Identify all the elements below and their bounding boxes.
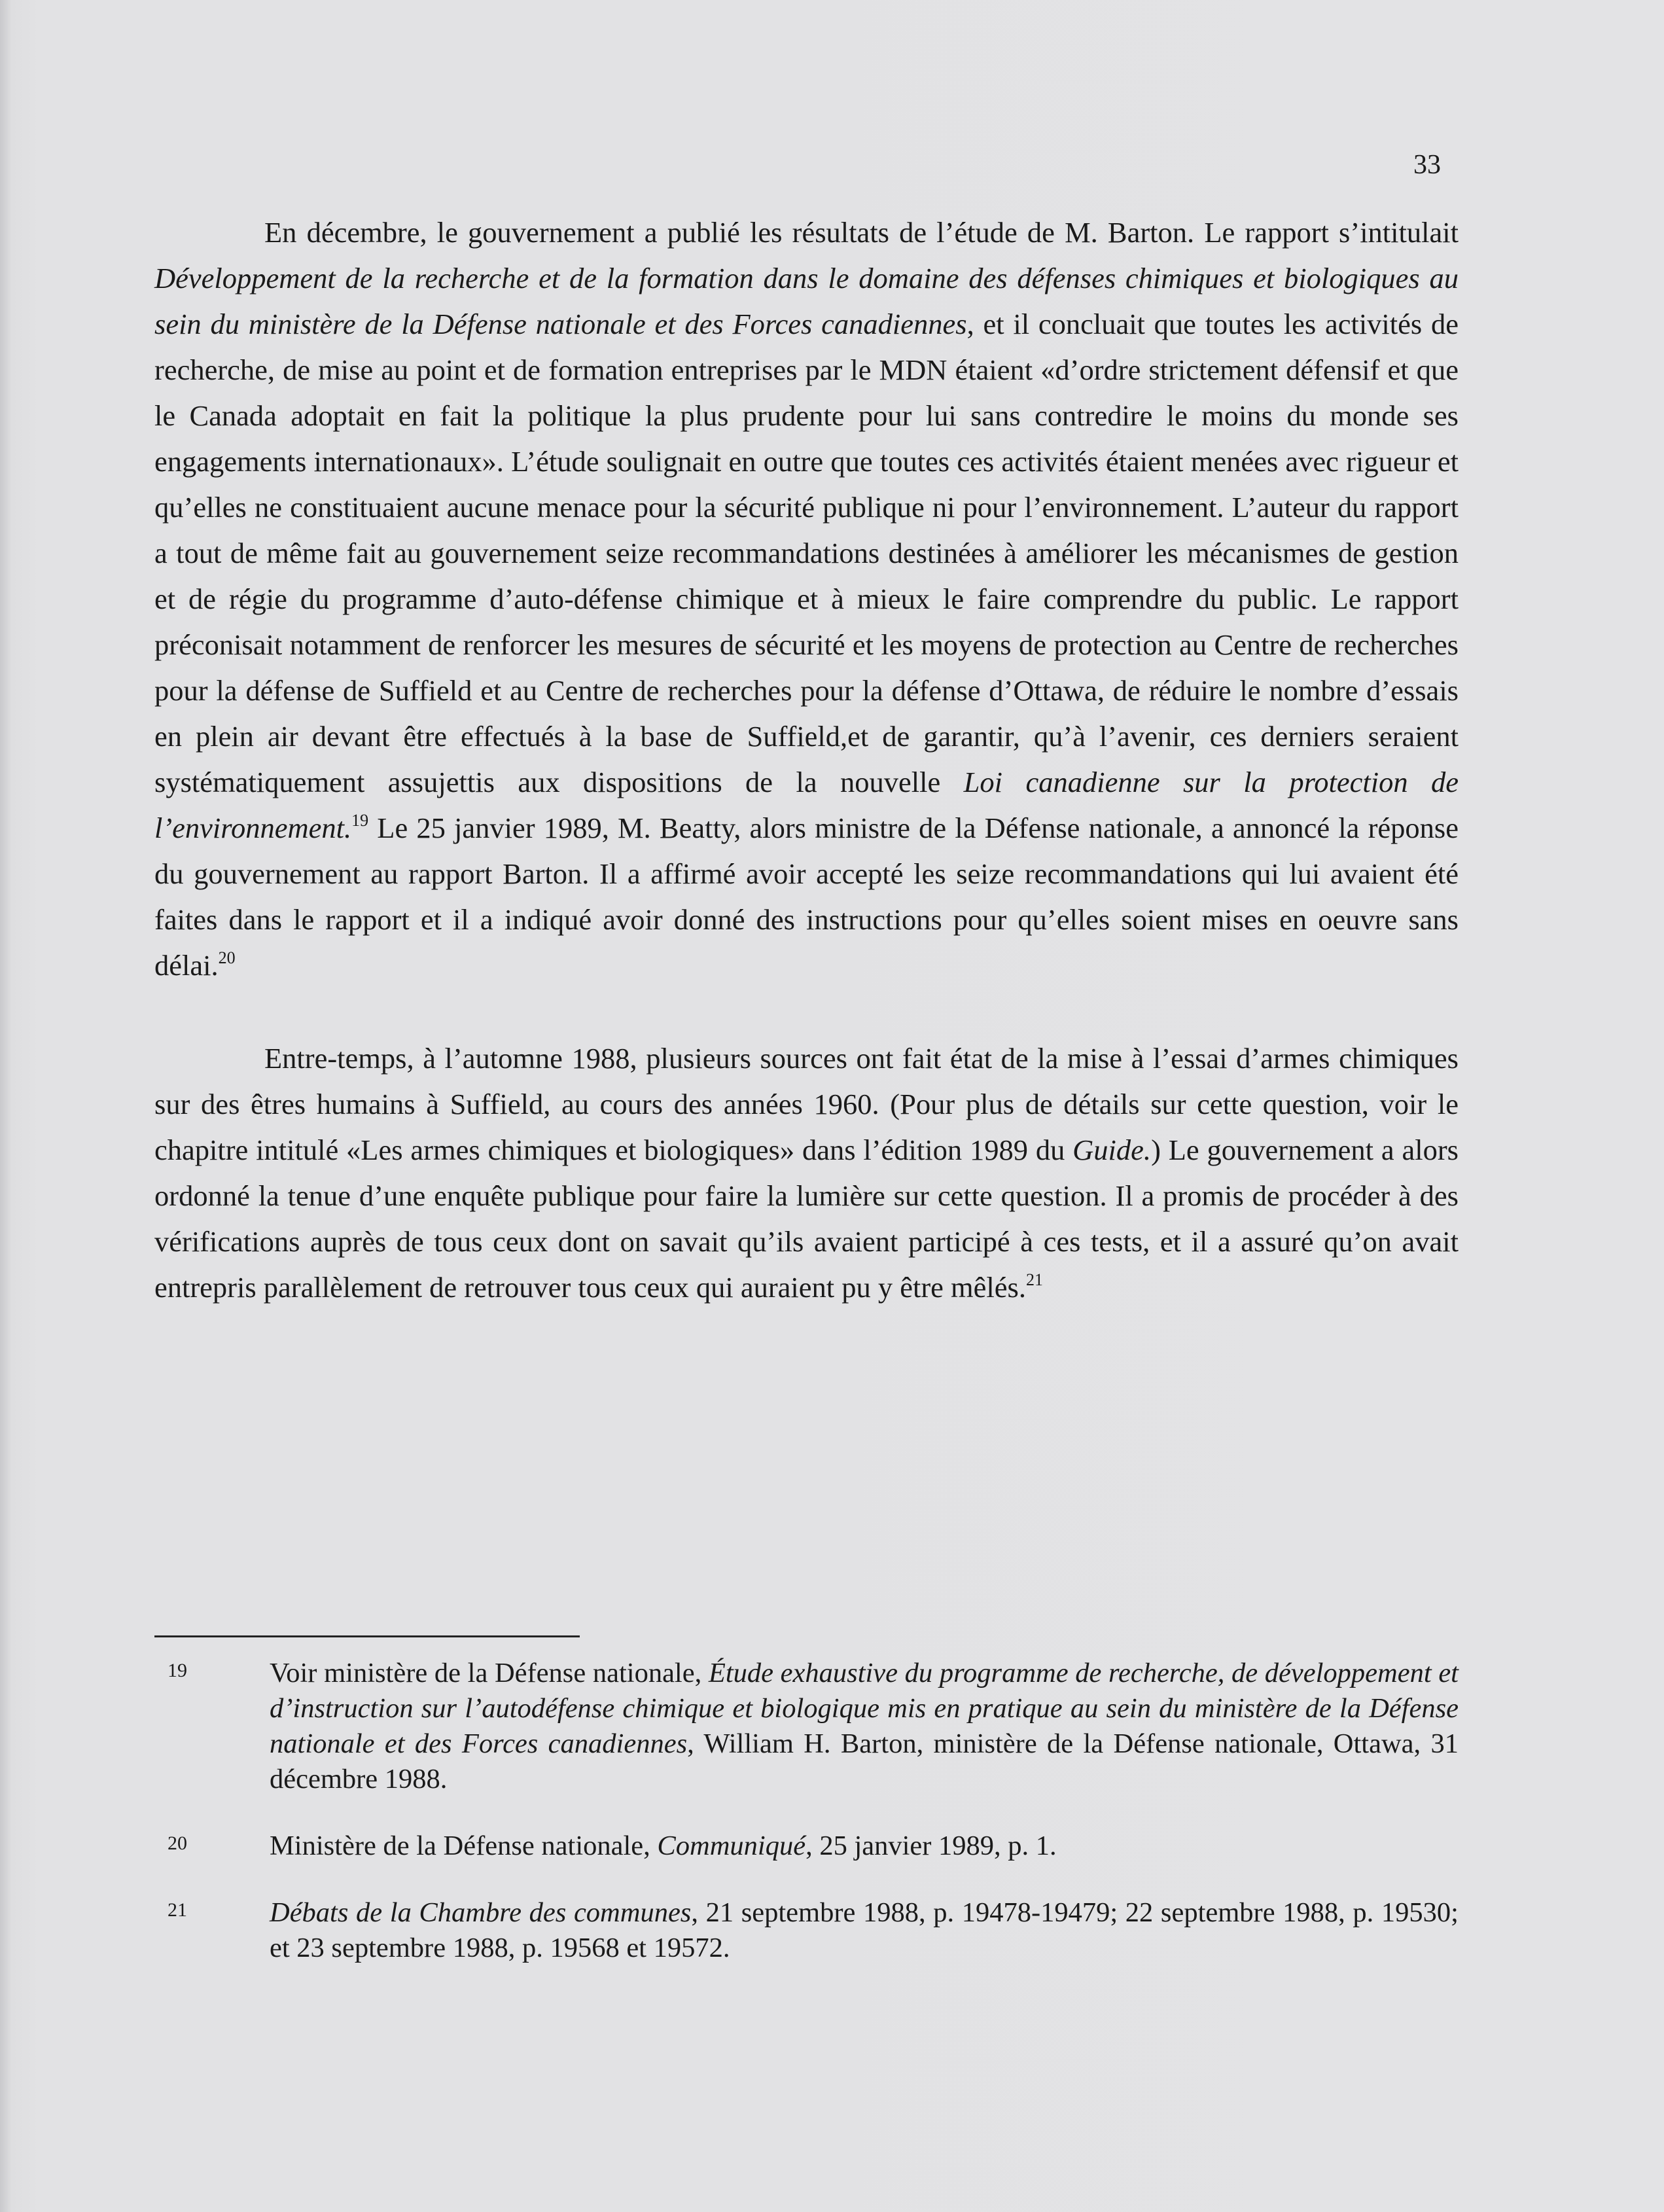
italic-title: Loi canadienne sur la protection de l’environnement. xyxy=(154,766,1459,844)
footnote xyxy=(154,1656,1459,1797)
footnote-ref: 21 xyxy=(1025,1270,1043,1289)
italic-title: Développement de la recherche et de la formation dans le domaine des défenses chimiques et biologiques au sein du ministère de la Défense nationale et des Forces canadiennes xyxy=(154,262,1459,340)
italic-title: Étude exhaustive du programme de recherche, de développement et d’instruction sur l’autodéfense chimique et biologique mis en pratique au sein du ministère de la Défense nationale et des Forces canadiennes xyxy=(270,1658,1459,1759)
footnote xyxy=(154,1895,1459,1966)
text-run: ) Le gouvernement a alors ordonné la tenue d’une enquête publique pour faire la lumière sur cette question. Il a promis de procéder à des vérifications auprès de tous ceux dont on savait qu’ils avaient participé à ces tests, et il a assuré qu’on avait entrepris parallèlement de retrouver tous ceux qui auraient pu y être mêlés. xyxy=(154,1133,1459,1304)
text-run: , 25 janvier 1989, p. 1. xyxy=(805,1830,1057,1861)
italic-title: Débats de la Chambre des communes xyxy=(270,1897,692,1928)
footnote-ref: 19 xyxy=(351,811,369,830)
text-run: Ministère de la Défense nationale, xyxy=(270,1830,658,1861)
footnote-number: 21 xyxy=(168,1899,187,1921)
footnote-text xyxy=(270,1897,1459,1963)
text-run: , William H. Barton, ministère de la Défense nationale, Ottawa, 31 décembre 1988. xyxy=(270,1728,1459,1794)
footnote-number: 19 xyxy=(168,1660,187,1681)
footnote-ref: 20 xyxy=(218,948,236,967)
footnote-divider xyxy=(154,1635,580,1637)
footnote-number: 20 xyxy=(168,1832,187,1854)
footnote xyxy=(154,1828,1459,1864)
body-text xyxy=(154,209,1459,1310)
text-run: Le 25 janvier 1989, M. Beatty, alors ministre de la Défense nationale, a annoncé la réponse du gouvernement au rapport Barton. Il a affirmé avoir accepté les seize recommandations qui lui avaient été faites dans le rapport et il a indiqué avoir donné des instructions pour qu’elles soient mises en oeuvre sans délai. xyxy=(154,812,1459,982)
footnotes xyxy=(154,1656,1459,1966)
italic-title: Communiqué xyxy=(657,1830,806,1861)
text-run: Voir ministère de la Défense nationale, xyxy=(270,1658,709,1688)
paragraph xyxy=(154,1035,1459,1310)
text-run: Entre-temps, à l’automne 1988, plusieurs sources ont fait état de la mise à l’essai d’armes chimiques sur des êtres humains à Suffield, au cours des années 1960. (Pour plus de détails sur cette question, voir le chapitre intitulé «Les armes chimiques et biologiques» dans l’édition 1989 du xyxy=(154,1042,1459,1166)
text-run: , et il concluait que toutes les activités de recherche, de mise au point et de formation entreprises par le MDN étaient «d’ordre strictement défensif et que le Canada adoptait en fait la politique la plus prudente pour lui sans contredire le moins du monde ses engagements internationaux». L’étude soulignait en outre que toutes ces activités étaient menées avec rigueur et qu’elles ne constituaient aucune menace pour la sécurité publique ni pour l’environnement. L’auteur du rapport a tout de même fait au gouvernement seize recommandations destinées à améliorer les mécanismes de gestion et de régie du programme d’auto-défense chimique et à mieux le faire comprendre du public. Le rapport préconisait notamment de renforcer les mesures de sécurité et les moyens de protection au Centre de recherches pour la défense de Suffield et au Centre de recherches pour la défense d’Ottawa, de réduire le nombre d’essais en plein air devant être effectués à la base de Suffield,et de garantir, qu’à l’avenir, ces derniers seraient systématiquement assujettis aux dispositions de la nouvelle xyxy=(154,308,1459,798)
footnote-text xyxy=(270,1658,1459,1794)
italic-title: Guide. xyxy=(1072,1133,1152,1166)
footnote-text xyxy=(270,1830,1057,1861)
page-number: 33 xyxy=(1413,150,1441,180)
paragraph xyxy=(154,209,1459,988)
text-run: , 21 septembre 1988, p. 19478-19479; 22 septembre 1988, p. 19530; et 23 septembre 1988, p. 19568 et 19572. xyxy=(270,1897,1459,1963)
text-run: En décembre, le gouvernement a publié les résultats de l’étude de M. Barton. Le rapport s’intitulait xyxy=(264,216,1459,249)
